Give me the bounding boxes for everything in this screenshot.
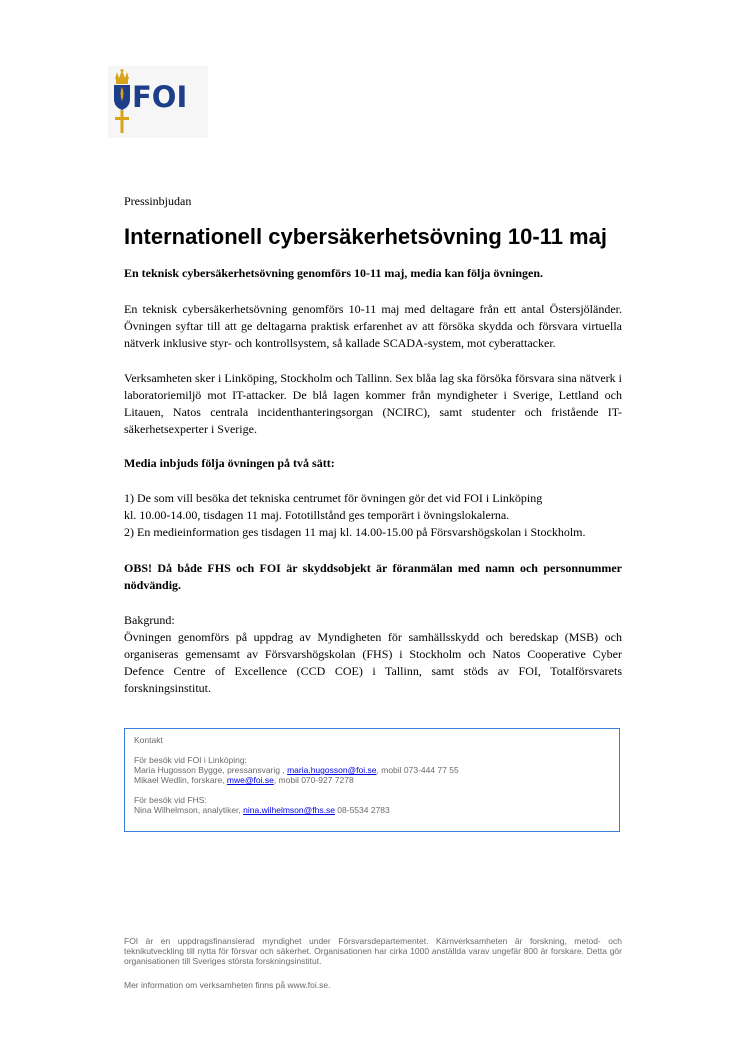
media-list: [124, 490, 586, 541]
email-link[interactable]: nina.wilhelmson@fhs.se: [243, 805, 335, 815]
media-heading: Media inbjuds följa övningen på två sätt:: [124, 456, 335, 470]
media-list-line: 2) En medieinformation ges tisdagen 11 maj kl. 14.00-15.00 på Försvarshögskolan i Stockholm.: [124, 525, 586, 539]
contact-heading: Kontakt: [134, 735, 163, 745]
body-paragraph-1: En teknisk cybersäkerhetsövning genomförs 10-11 maj med deltagare från ett antal Östersjöländer. Övningen syftar till att ge deltagarna praktisk erfarenhet av att försöka skydda och försvara virtuella nätverk inklusive styr- och kontrollsystem, så kallade SCADA-system, mot cyberattacker.: [124, 302, 622, 350]
media-list-line: 1) De som vill besöka det tekniska centrumet för övningen gör det vid FOI i Linköping: [124, 491, 543, 505]
footer-about: FOI är en uppdragsfinansierad myndighet under Försvarsdepartementet. Kärnverksamheten är forskning, metod- och teknikutveckling till nytta för försvar och säkerhet. Organisationen har cirka 1000 anställda varav ungefär 800 är forskare. Detta gör organisationen till Sveriges största forskningsinstitut.: [124, 936, 622, 966]
lead-paragraph: En teknisk cybersäkerhetsövning genomförs 10-11 maj, media kan följa övningen.: [124, 266, 544, 280]
background-section: [124, 612, 622, 697]
footer-more-info: Mer information om verksamheten finns på www.foi.se.: [124, 980, 331, 990]
obs-notice: OBS! Då både FHS och FOI är skyddsobjekt är föranmälan med namn och personnummer nödvändig.: [124, 561, 622, 592]
logo-wordmark: FOI: [132, 80, 188, 114]
contact-phone: , mobil 073-444 77 55: [376, 765, 459, 775]
background-heading: Bakgrund:: [124, 613, 175, 627]
media-list-line: kl. 10.00-14.00, tisdagen 11 maj. Fototillstånd ges temporärt i övningslokalerna.: [124, 508, 510, 522]
foi-logo: [108, 66, 208, 138]
page-title: Internationell cybersäkerhetsövning 10-11 maj: [124, 224, 607, 249]
crown-torch-emblem-icon: [111, 69, 133, 135]
foi-visit-heading: För besök vid FOI i Linköping:: [134, 755, 247, 765]
contact-box: [124, 728, 620, 832]
contact-phone: , mobil 070-927 7278: [273, 775, 354, 785]
contact-line: [134, 775, 610, 785]
contact-name: Mikael Wedlin, forskare,: [134, 775, 227, 785]
document-type-label: Pressinbjudan: [124, 194, 192, 208]
background-text: Övningen genomförs på uppdrag av Myndigheten för samhällsskydd och beredskap (MSB) och organiseras gemensamt av Försvarshögskolan (FHS) i Stockholm och Natos Cooperative Cyber Defence Centre of Excellence (CCD COE) i Tallinn, samt stöds av FOI, Totalförsvarets forskningsinstitut.: [124, 630, 622, 695]
contact-name: Nina Wilhelmson, analytiker,: [134, 805, 244, 815]
email-link[interactable]: mwe@foi.se: [226, 775, 274, 785]
fhs-visit-heading: För besök vid FHS:: [134, 795, 207, 805]
contact-line: [134, 805, 610, 815]
contact-name: Maria Hugosson Bygge, pressansvarig ,: [134, 765, 288, 775]
contact-phone: 08-5534 2783: [334, 805, 390, 815]
body-paragraph-2: Verksamheten sker i Linköping, Stockholm och Tallinn. Sex blåa lag ska försöka försvara sina nätverk i laboratoriemiljö mot IT-attacker. De blå lagen kommer från myndigheter i Sverige, Lettland och Litauen, Natos centrala incidenthanteringsorgan (NCIRC), samt studenter och fristående IT-säkerhetsexperter i Sverige.: [124, 371, 622, 436]
email-link[interactable]: maria.hugosson@foi.se: [287, 765, 377, 775]
contact-line: [134, 765, 610, 775]
